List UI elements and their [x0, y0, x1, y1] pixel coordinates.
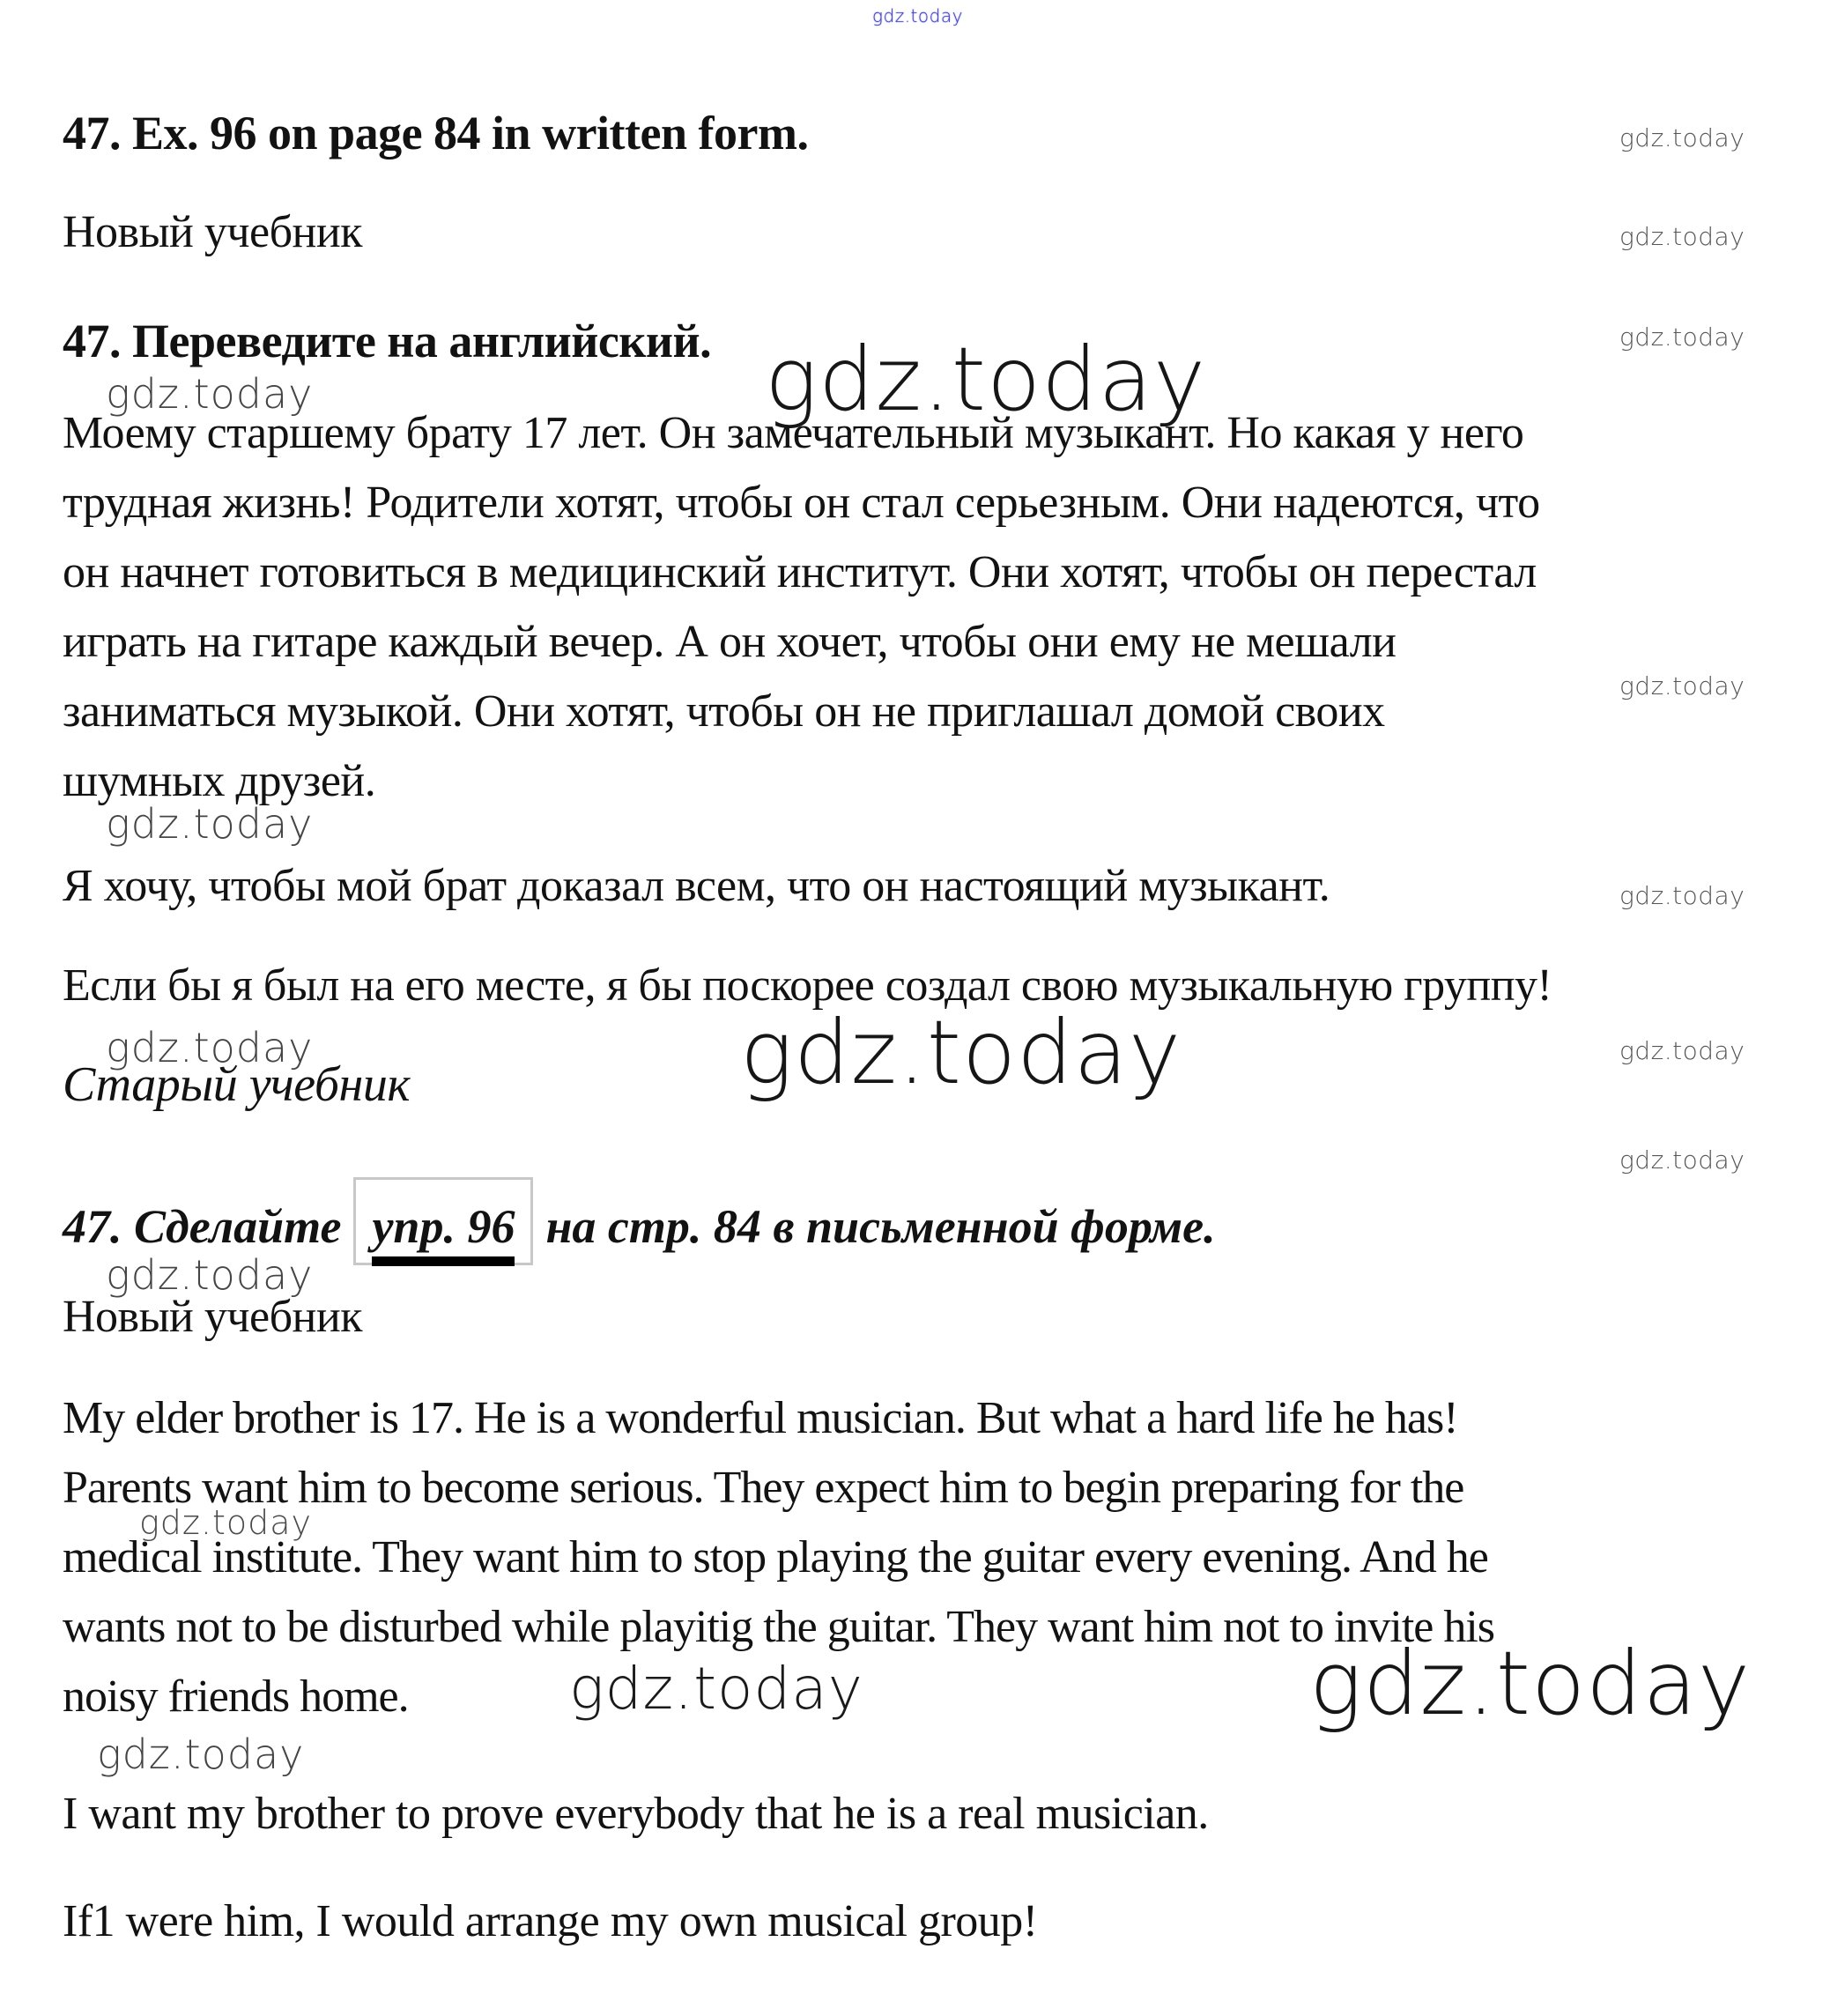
heading-task-new-en: 47. Ex. 96 on page 84 in written form.: [63, 107, 809, 159]
russian-paragraph-line: он начнет готовиться в медицинский институт. Они хотят, чтобы он перестал: [63, 547, 1537, 597]
watermark-gdz-right-7: gdz.today: [1619, 1145, 1745, 1175]
english-sentence-2: If1 were him, I would arrange my own musical group!: [63, 1896, 1038, 1946]
label-new-textbook-1: Новый учебник: [63, 207, 362, 257]
watermark-gdz-top: gdz.today: [872, 5, 963, 26]
watermark-gdz-left-4: gdz.today: [106, 1251, 314, 1299]
watermark-gdz-medium: gdz.today: [569, 1655, 863, 1723]
watermark-gdz-large-2: gdz.today: [740, 1001, 1182, 1104]
watermark-gdz-right-5: gdz.today: [1619, 881, 1745, 910]
watermark-gdz-right-2: gdz.today: [1619, 222, 1745, 251]
russian-paragraph-line: шумных друзей.: [63, 756, 376, 806]
english-paragraph-line: wants not to be disturbed while playitig the guitar. They want him not to invite his: [63, 1602, 1495, 1652]
russian-paragraph-line: трудная жизнь! Родители хотят, чтобы он стал серьезным. Они надеются, что: [63, 478, 1540, 528]
task-old-suffix: на стр. 84 в письменной форме.: [545, 1200, 1216, 1253]
heading-task-ru: 47. Переведите на английский.: [63, 315, 712, 367]
watermark-gdz-left-1: gdz.today: [106, 370, 314, 418]
exercise-ref: упр. 96: [372, 1200, 515, 1266]
russian-paragraph-line: заниматься музыкой. Они хотят, чтобы он не приглашал домой своих: [63, 686, 1385, 737]
watermark-gdz-left-5: gdz.today: [97, 1731, 305, 1778]
english-paragraph-line: Parents want him to become serious. They expect him to begin preparing for the: [63, 1463, 1464, 1513]
task-old-prefix: 47. Сделайте: [63, 1200, 342, 1253]
heading-task-old: [63, 1177, 1216, 1265]
english-paragraph: [63, 1383, 1494, 1731]
russian-paragraph-line: Моему старшему брату 17 лет. Он замечательный музыкант. Но какая у него: [63, 408, 1524, 458]
watermark-gdz-right-3: gdz.today: [1619, 322, 1745, 352]
watermark-gdz-left-2: gdz.today: [106, 800, 314, 848]
watermark-gdz-inline: gdz.today: [139, 1503, 312, 1542]
english-paragraph-line: My elder brother is 17. He is a wonderful musician. But what a hard life he has!: [63, 1393, 1458, 1443]
watermark-gdz-large-1: gdz.today: [765, 328, 1207, 431]
watermark-gdz-right-1: gdz.today: [1619, 123, 1745, 152]
russian-paragraph-line: играть на гитаре каждый вечер. А он хочет, чтобы они ему не мешали: [63, 617, 1397, 667]
watermark-gdz-right-4: gdz.today: [1619, 671, 1745, 700]
russian-sentence-2: Если бы я был на его месте, я бы поскорее создал свою музыкальную группу!: [63, 960, 1552, 1011]
english-paragraph-line: noisy friends home.: [63, 1671, 409, 1722]
label-new-textbook-2: Новый учебник: [63, 1292, 362, 1342]
watermark-gdz-right-6: gdz.today: [1619, 1036, 1745, 1065]
watermark-gdz-large-3: gdz.today: [1309, 1632, 1752, 1735]
english-sentence-1: I want my brother to prove everybody that he is a real musician.: [63, 1789, 1209, 1839]
russian-paragraph: [63, 398, 1540, 816]
label-old-textbook: Старый учебник: [63, 1057, 411, 1112]
english-paragraph-line: medical institute. They want him to stop playing the guitar every evening. And he: [63, 1532, 1488, 1582]
exercise-ref-box: [353, 1177, 533, 1265]
watermark-gdz-left-3: gdz.today: [106, 1024, 314, 1071]
russian-sentence-1: Я хочу, чтобы мой брат доказал всем, что он настоящий музыкант.: [63, 861, 1330, 911]
